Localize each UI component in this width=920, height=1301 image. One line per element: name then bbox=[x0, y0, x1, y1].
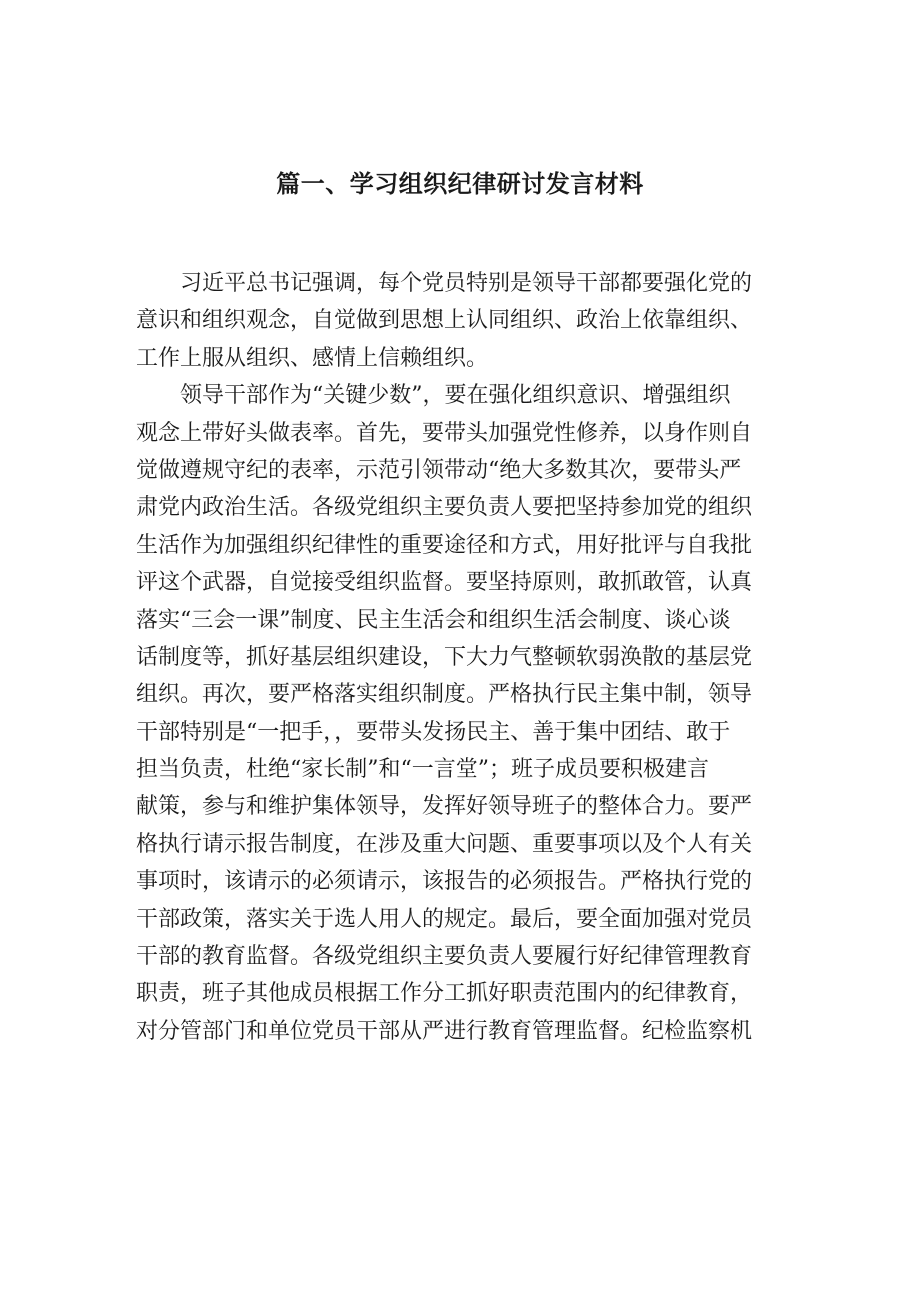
document-title: 篇一、学习组织纪律研讨发言材料 bbox=[276, 170, 644, 198]
text-line: 意识和组织观念，自觉做到思想上认同组织、政治上依靠组织、 bbox=[136, 308, 753, 334]
text-line: 观念上带好头做表率。首先，要带头加强党性修养，以身作则自 bbox=[136, 420, 753, 446]
text-line: 献策，参与和维护集体领导，发挥好领导班子的整体合力。要严 bbox=[136, 794, 753, 820]
text-line: 事项时，该请示的必须请示，该报告的必须报告。严格执行党的 bbox=[136, 869, 753, 895]
text-line: 领导干部作为“关键少数”，要在强化组织意识、增强组织 bbox=[136, 383, 731, 409]
text-line: 肃党内政治生活。各级党组织主要负责人要把坚持参加党的组织 bbox=[136, 495, 753, 521]
text-line: 干部的教育监督。各级党组织主要负责人要履行好纪律管理教育 bbox=[136, 944, 753, 970]
text-line: 落实“三会一课”制度、民主生活会和组织生活会制度、谈心谈 bbox=[136, 607, 731, 633]
text-line: 觉做遵规守纪的表率，示范引领带动“绝大多数其次，要带头严 bbox=[136, 457, 742, 483]
text-line: 干部政策，落实关于选人用人的规定。最后，要全面加强对党员 bbox=[136, 906, 753, 932]
text-line: 工作上服从组织、感情上信赖组织。 bbox=[136, 345, 489, 371]
text-line: 担当负责，杜绝“家长制”和“一言堂”；班子成员要积极建言 bbox=[136, 757, 709, 783]
text-line: 组织。再次，要严格落实组织制度。严格执行民主集中制，领导 bbox=[136, 682, 753, 708]
text-line: 生活作为加强组织纪律性的重要途径和方式，用好批评与自我批 bbox=[136, 532, 753, 558]
text-line: 格执行请示报告制度，在涉及重大问题、重要事项以及个人有关 bbox=[136, 831, 753, 857]
text-line: 评这个武器，自觉接受组织监督。要坚持原则，敢抓敢管，认真 bbox=[136, 570, 753, 596]
text-line: 职责，班子其他成员根据工作分工抓好职责范围内的纪律教育， bbox=[136, 981, 753, 1007]
text-line: 话制度等，抓好基层组织建设，下大力气整顿软弱涣散的基层党 bbox=[136, 644, 753, 670]
text-line: 对分管部门和单位党员干部从严进行教育管理监督。纪检监察机 bbox=[136, 1018, 753, 1044]
text-line: 干部特别是“一把手，，要带头发扬民主、善于集中团结、敢于 bbox=[136, 719, 731, 745]
document-body bbox=[136, 265, 784, 1050]
text-line: 习近平总书记强调，每个党员特别是领导干部都要强化党的 bbox=[136, 271, 753, 296]
